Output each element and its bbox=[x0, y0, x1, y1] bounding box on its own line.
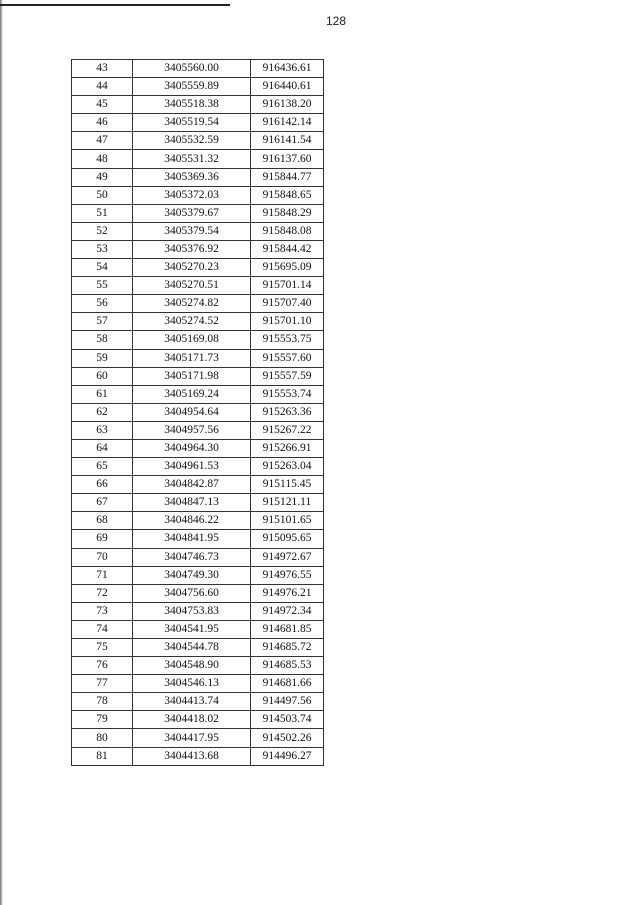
point-number-cell: 45 bbox=[72, 96, 133, 114]
point-number-cell: 71 bbox=[72, 566, 133, 584]
point-number-cell: 53 bbox=[72, 240, 133, 258]
table-row bbox=[72, 204, 324, 222]
point-number-cell: 46 bbox=[72, 114, 133, 132]
x-coordinate-cell: 3404842.87 bbox=[133, 476, 251, 494]
x-coordinate-cell: 3405532.59 bbox=[133, 132, 251, 150]
y-coordinate-cell: 915263.36 bbox=[251, 403, 324, 421]
y-coordinate-cell: 915115.45 bbox=[251, 476, 324, 494]
y-coordinate-cell: 914681.66 bbox=[251, 675, 324, 693]
y-coordinate-cell: 915701.10 bbox=[251, 313, 324, 331]
table-row bbox=[72, 277, 324, 295]
x-coordinate-cell: 3405379.67 bbox=[133, 204, 251, 222]
point-number-cell: 79 bbox=[72, 711, 133, 729]
x-coordinate-cell: 3405372.03 bbox=[133, 186, 251, 204]
point-number-cell: 47 bbox=[72, 132, 133, 150]
point-number-cell: 70 bbox=[72, 548, 133, 566]
table-row bbox=[72, 675, 324, 693]
y-coordinate-cell: 916142.14 bbox=[251, 114, 324, 132]
table-row bbox=[72, 168, 324, 186]
x-coordinate-cell: 3405171.98 bbox=[133, 367, 251, 385]
table-row bbox=[72, 114, 324, 132]
y-coordinate-cell: 915121.11 bbox=[251, 494, 324, 512]
table-row bbox=[72, 132, 324, 150]
point-number-cell: 65 bbox=[72, 458, 133, 476]
y-coordinate-cell: 915844.77 bbox=[251, 168, 324, 186]
y-coordinate-cell: 914976.55 bbox=[251, 566, 324, 584]
table-row bbox=[72, 476, 324, 494]
x-coordinate-cell: 3404746.73 bbox=[133, 548, 251, 566]
x-coordinate-cell: 3404954.64 bbox=[133, 403, 251, 421]
point-number-cell: 52 bbox=[72, 222, 133, 240]
point-number-cell: 60 bbox=[72, 367, 133, 385]
table-row bbox=[72, 512, 324, 530]
y-coordinate-cell: 914685.72 bbox=[251, 639, 324, 657]
x-coordinate-cell: 3404756.60 bbox=[133, 584, 251, 602]
point-number-cell: 74 bbox=[72, 620, 133, 638]
point-number-cell: 78 bbox=[72, 693, 133, 711]
y-coordinate-cell: 915848.65 bbox=[251, 186, 324, 204]
table-row bbox=[72, 566, 324, 584]
point-number-cell: 67 bbox=[72, 494, 133, 512]
x-coordinate-cell: 3405274.82 bbox=[133, 295, 251, 313]
x-coordinate-cell: 3404957.56 bbox=[133, 421, 251, 439]
point-number-cell: 72 bbox=[72, 584, 133, 602]
point-number-cell: 80 bbox=[72, 729, 133, 747]
y-coordinate-cell: 915844.42 bbox=[251, 240, 324, 258]
x-coordinate-cell: 3405369.36 bbox=[133, 168, 251, 186]
table-row bbox=[72, 60, 324, 78]
point-number-cell: 50 bbox=[72, 186, 133, 204]
table-row bbox=[72, 620, 324, 638]
x-coordinate-cell: 3405519.54 bbox=[133, 114, 251, 132]
x-coordinate-cell: 3405171.73 bbox=[133, 349, 251, 367]
point-number-cell: 44 bbox=[72, 78, 133, 96]
table-row bbox=[72, 186, 324, 204]
table-row bbox=[72, 150, 324, 168]
y-coordinate-cell: 915701.14 bbox=[251, 277, 324, 295]
x-coordinate-cell: 3405270.51 bbox=[133, 277, 251, 295]
y-coordinate-cell: 914502.26 bbox=[251, 729, 324, 747]
y-coordinate-cell: 916436.61 bbox=[251, 60, 324, 78]
table-row bbox=[72, 657, 324, 675]
point-number-cell: 56 bbox=[72, 295, 133, 313]
y-coordinate-cell: 914681.85 bbox=[251, 620, 324, 638]
point-number-cell: 51 bbox=[72, 204, 133, 222]
table-row bbox=[72, 96, 324, 114]
table-row bbox=[72, 78, 324, 96]
point-number-cell: 75 bbox=[72, 639, 133, 657]
y-coordinate-cell: 915095.65 bbox=[251, 530, 324, 548]
y-coordinate-cell: 915267.22 bbox=[251, 421, 324, 439]
table-row bbox=[72, 602, 324, 620]
table-row bbox=[72, 403, 324, 421]
y-coordinate-cell: 914972.67 bbox=[251, 548, 324, 566]
x-coordinate-cell: 3405531.32 bbox=[133, 150, 251, 168]
table-row bbox=[72, 349, 324, 367]
y-coordinate-cell: 916141.54 bbox=[251, 132, 324, 150]
coordinates-table-body bbox=[72, 60, 324, 766]
x-coordinate-cell: 3404847.13 bbox=[133, 494, 251, 512]
x-coordinate-cell: 3404548.90 bbox=[133, 657, 251, 675]
point-number-cell: 69 bbox=[72, 530, 133, 548]
table-row bbox=[72, 385, 324, 403]
header-rule bbox=[0, 4, 230, 6]
x-coordinate-cell: 3404846.22 bbox=[133, 512, 251, 530]
x-coordinate-cell: 3405559.89 bbox=[133, 78, 251, 96]
x-coordinate-cell: 3405274.52 bbox=[133, 313, 251, 331]
y-coordinate-cell: 915263.04 bbox=[251, 458, 324, 476]
table-row bbox=[72, 367, 324, 385]
y-coordinate-cell: 916138.20 bbox=[251, 96, 324, 114]
point-number-cell: 68 bbox=[72, 512, 133, 530]
point-number-cell: 49 bbox=[72, 168, 133, 186]
point-number-cell: 57 bbox=[72, 313, 133, 331]
point-number-cell: 58 bbox=[72, 331, 133, 349]
x-coordinate-cell: 3405518.38 bbox=[133, 96, 251, 114]
y-coordinate-cell: 915101.65 bbox=[251, 512, 324, 530]
scan-edge bbox=[0, 0, 3, 905]
table-row bbox=[72, 331, 324, 349]
y-coordinate-cell: 915557.60 bbox=[251, 349, 324, 367]
x-coordinate-cell: 3404544.78 bbox=[133, 639, 251, 657]
x-coordinate-cell: 3405169.08 bbox=[133, 331, 251, 349]
table-row bbox=[72, 584, 324, 602]
x-coordinate-cell: 3404413.74 bbox=[133, 693, 251, 711]
table-row bbox=[72, 639, 324, 657]
table-row bbox=[72, 439, 324, 457]
x-coordinate-cell: 3404749.30 bbox=[133, 566, 251, 584]
y-coordinate-cell: 914503.74 bbox=[251, 711, 324, 729]
y-coordinate-cell: 914976.21 bbox=[251, 584, 324, 602]
y-coordinate-cell: 915266.91 bbox=[251, 439, 324, 457]
point-number-cell: 64 bbox=[72, 439, 133, 457]
x-coordinate-cell: 3404546.13 bbox=[133, 675, 251, 693]
y-coordinate-cell: 915707.40 bbox=[251, 295, 324, 313]
table-row bbox=[72, 747, 324, 765]
y-coordinate-cell: 914496.27 bbox=[251, 747, 324, 765]
x-coordinate-cell: 3405376.92 bbox=[133, 240, 251, 258]
table-row bbox=[72, 458, 324, 476]
table-row bbox=[72, 530, 324, 548]
y-coordinate-cell: 914685.53 bbox=[251, 657, 324, 675]
table-row bbox=[72, 222, 324, 240]
y-coordinate-cell: 916440.61 bbox=[251, 78, 324, 96]
table-row bbox=[72, 711, 324, 729]
point-number-cell: 77 bbox=[72, 675, 133, 693]
x-coordinate-cell: 3405270.23 bbox=[133, 259, 251, 277]
point-number-cell: 73 bbox=[72, 602, 133, 620]
table-row bbox=[72, 295, 324, 313]
table-row bbox=[72, 729, 324, 747]
point-number-cell: 48 bbox=[72, 150, 133, 168]
y-coordinate-cell: 915695.09 bbox=[251, 259, 324, 277]
x-coordinate-cell: 3404418.02 bbox=[133, 711, 251, 729]
point-number-cell: 81 bbox=[72, 747, 133, 765]
point-number-cell: 59 bbox=[72, 349, 133, 367]
point-number-cell: 61 bbox=[72, 385, 133, 403]
y-coordinate-cell: 915557.59 bbox=[251, 367, 324, 385]
y-coordinate-cell: 915553.75 bbox=[251, 331, 324, 349]
x-coordinate-cell: 3405169.24 bbox=[133, 385, 251, 403]
point-number-cell: 66 bbox=[72, 476, 133, 494]
x-coordinate-cell: 3404964.30 bbox=[133, 439, 251, 457]
x-coordinate-cell: 3405379.54 bbox=[133, 222, 251, 240]
table-row bbox=[72, 548, 324, 566]
x-coordinate-cell: 3405560.00 bbox=[133, 60, 251, 78]
point-number-cell: 43 bbox=[72, 60, 133, 78]
x-coordinate-cell: 3404413.68 bbox=[133, 747, 251, 765]
y-coordinate-cell: 914972.34 bbox=[251, 602, 324, 620]
point-number-cell: 63 bbox=[72, 421, 133, 439]
y-coordinate-cell: 915848.08 bbox=[251, 222, 324, 240]
point-number-cell: 55 bbox=[72, 277, 133, 295]
page-number: 128 bbox=[325, 14, 347, 28]
x-coordinate-cell: 3404541.95 bbox=[133, 620, 251, 638]
table-row bbox=[72, 313, 324, 331]
table-row bbox=[72, 240, 324, 258]
y-coordinate-cell: 914497.56 bbox=[251, 693, 324, 711]
x-coordinate-cell: 3404753.83 bbox=[133, 602, 251, 620]
coordinates-table bbox=[71, 59, 324, 766]
x-coordinate-cell: 3404417.95 bbox=[133, 729, 251, 747]
y-coordinate-cell: 915848.29 bbox=[251, 204, 324, 222]
point-number-cell: 62 bbox=[72, 403, 133, 421]
y-coordinate-cell: 916137.60 bbox=[251, 150, 324, 168]
table-row bbox=[72, 494, 324, 512]
point-number-cell: 76 bbox=[72, 657, 133, 675]
x-coordinate-cell: 3404841.95 bbox=[133, 530, 251, 548]
table-row bbox=[72, 693, 324, 711]
point-number-cell: 54 bbox=[72, 259, 133, 277]
table-row bbox=[72, 421, 324, 439]
table-row bbox=[72, 259, 324, 277]
x-coordinate-cell: 3404961.53 bbox=[133, 458, 251, 476]
y-coordinate-cell: 915553.74 bbox=[251, 385, 324, 403]
